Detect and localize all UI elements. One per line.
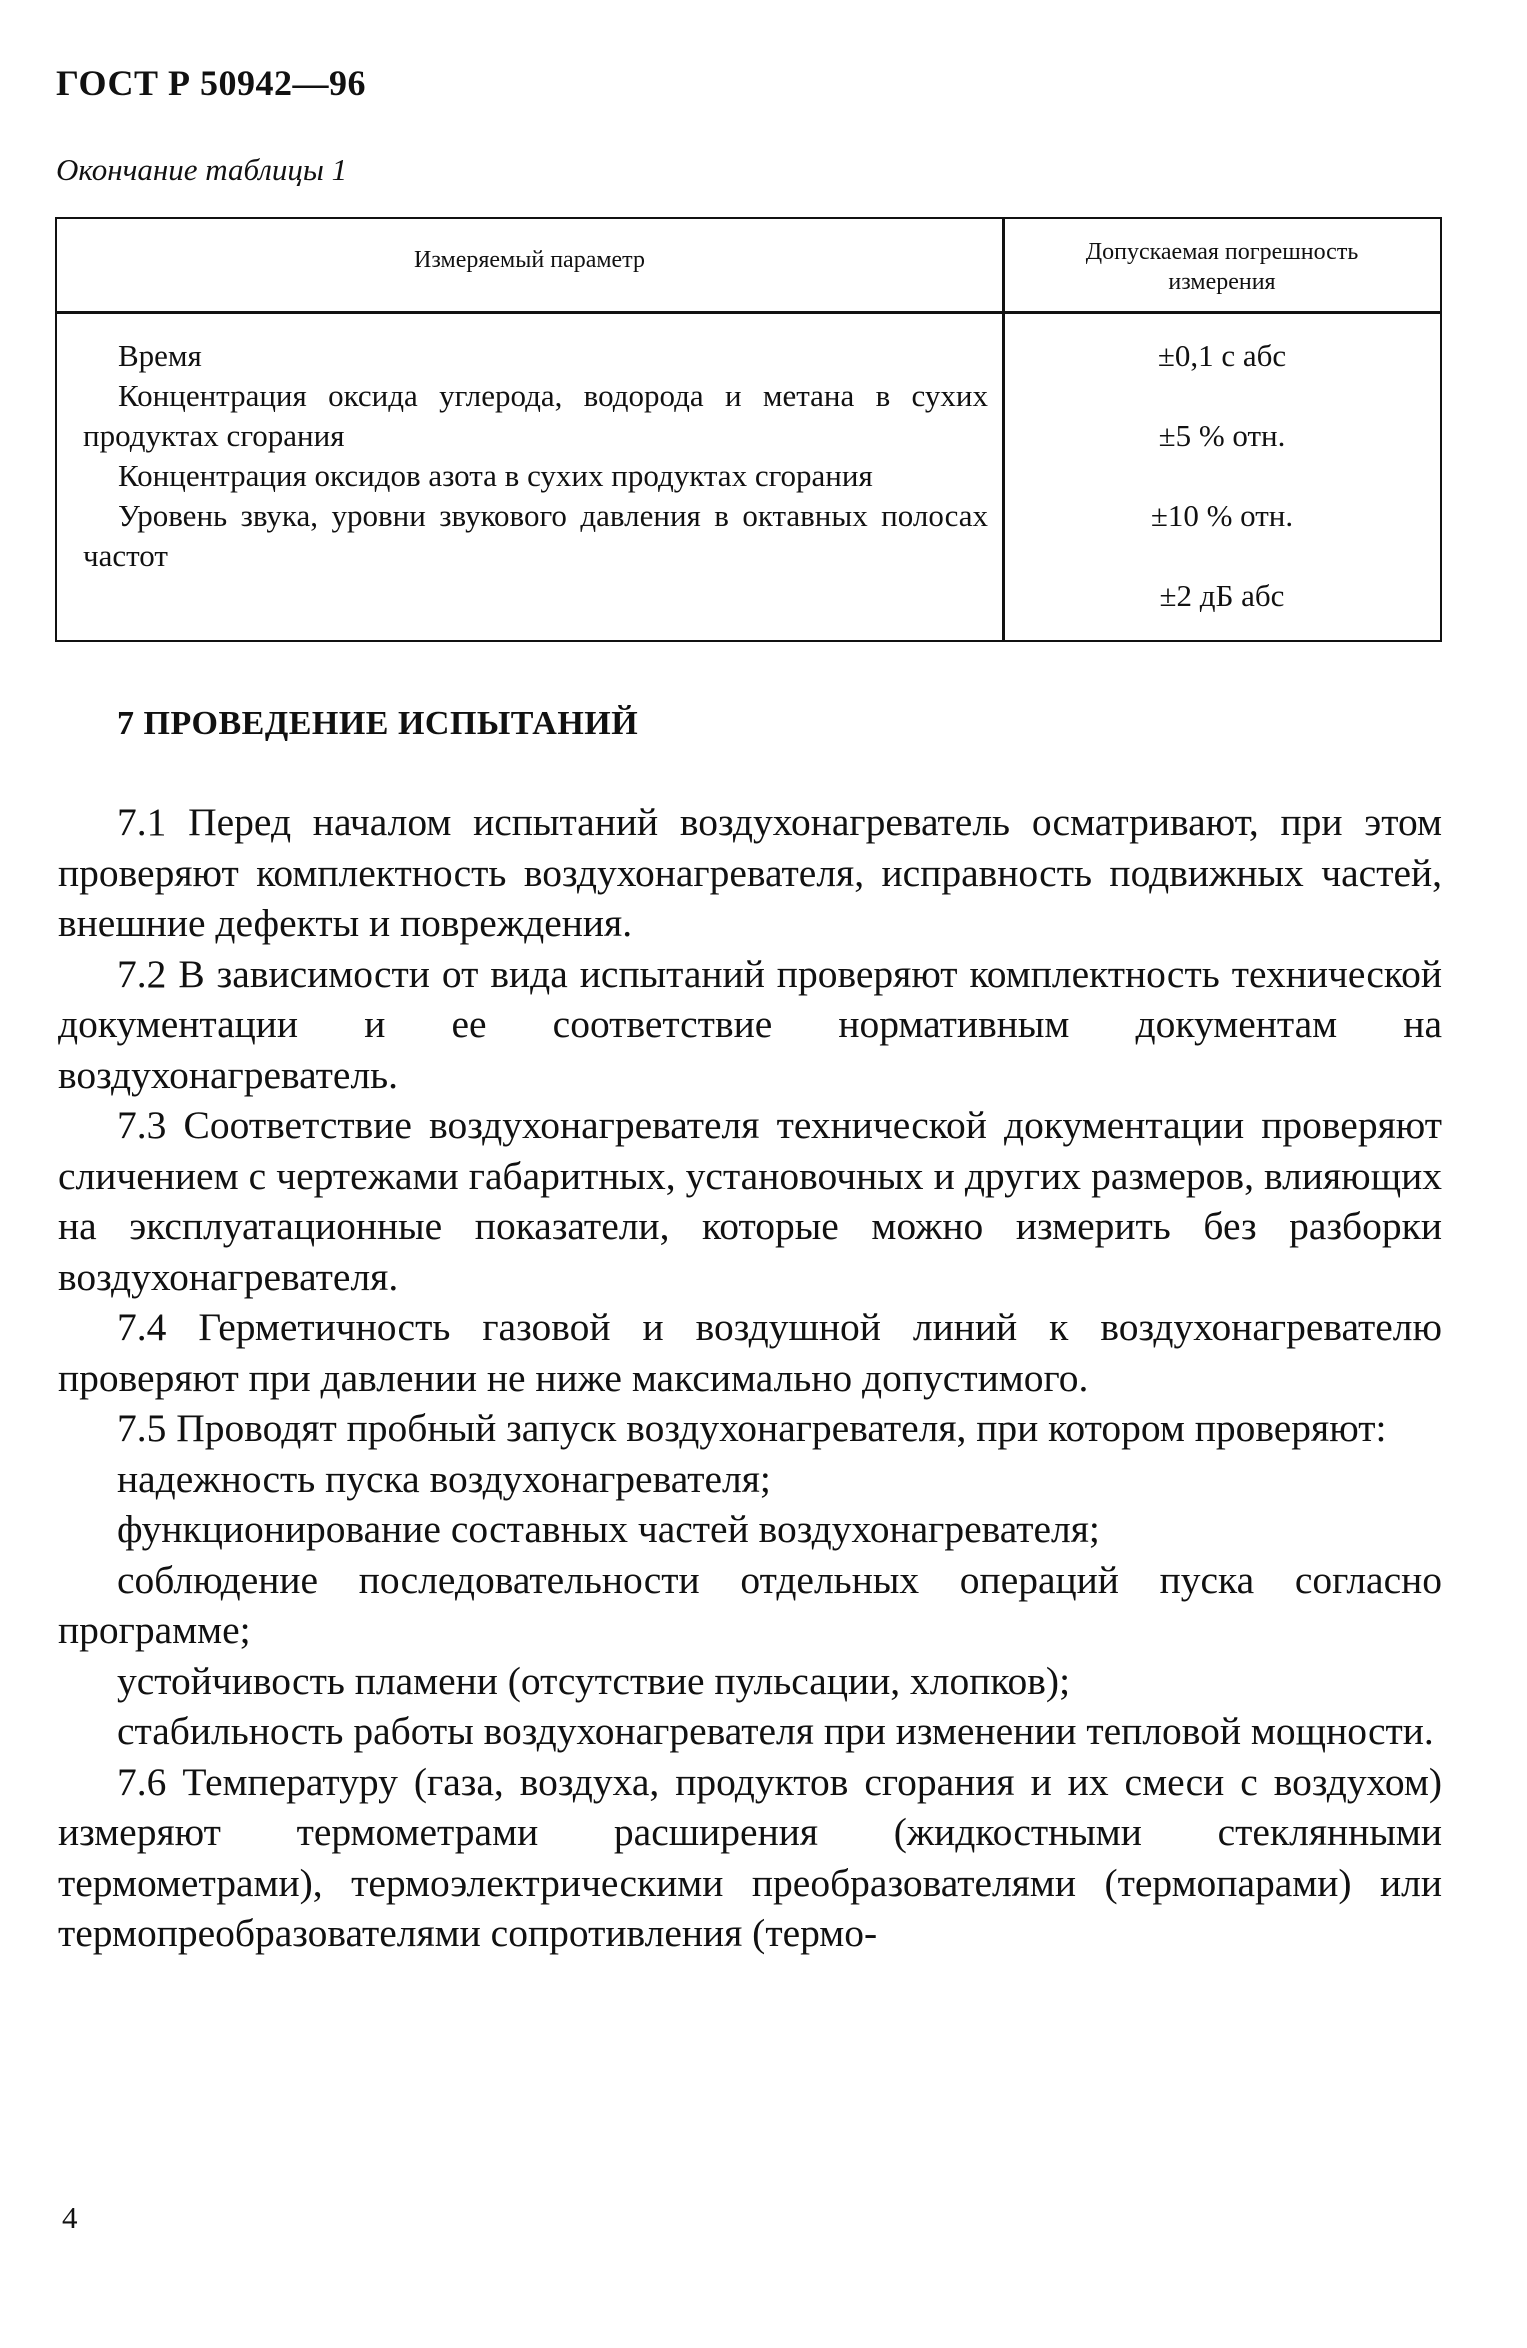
table-row-tolerance: ±5 % отн.: [1158, 418, 1286, 453]
list-item: соблюдение последовательности отдельных операций пуска согласно программе;: [58, 1557, 1442, 1652]
paragraph-7-2: 7.2 В зависимости от вида испытаний проверяют комплектность технической документации и ее соответствие нормативным документам на воздухонагреватель.: [58, 951, 1442, 1097]
table-row-tolerance: ±0,1 с абс: [1157, 338, 1287, 373]
section-body: [58, 797, 1442, 1959]
list-item: стабильность работы воздухонагревателя при изменении тепловой мощности.: [117, 1709, 1434, 1753]
list-item: устойчивость пламени (отсутствие пульсации, хлопков);: [117, 1658, 1071, 1703]
table-row-tolerance: ±10 % отн.: [1150, 498, 1294, 533]
section-heading: 7 ПРОВЕДЕНИЕ ИСПЫТАНИЙ: [117, 705, 639, 742]
table-header-divider: [57, 311, 1440, 314]
table-row-parameter: Концентрация оксида углерода, водорода и метана в сухих продуктах сгорания: [83, 378, 988, 453]
column-header-tolerance-text: Допускаемая погрешность измерения: [1085, 239, 1359, 295]
list-item: функционирование составных частей воздухонагревателя;: [117, 1507, 1100, 1551]
table-row-parameter: Уровень звука, уровни звукового давления в октавных полосах частот: [83, 498, 988, 573]
paragraph-7-5: 7.5 Проводят пробный запуск воздухонагревателя, при котором проверяют:: [117, 1406, 1387, 1450]
table-row-tolerance: ±2 дБ абс: [1159, 578, 1285, 613]
table-caption: Окончание таблицы 1: [56, 152, 348, 187]
paragraph-7-4: 7.4 Герметичность газовой и воздушной линий к воздухонагревателю проверяют при давлении не ниже максимально допустимого.: [58, 1305, 1442, 1400]
table-row-parameter: Концентрация оксидов азота в сухих продуктах сгорания: [118, 458, 873, 493]
paragraph-7-1: 7.1 Перед началом испытаний воздухонагреватель осматривают, при этом проверяют комплектность воздухонагревателя, исправность подвижных частей, внешние дефекты и повреждения.: [58, 800, 1442, 945]
parameter-column: [83, 336, 988, 576]
document-code: ГОСТ Р 50942—96: [56, 63, 366, 103]
tolerance-column: [1005, 336, 1439, 616]
table-row-parameter: Время: [118, 338, 202, 373]
list-item: надежность пуска воздухонагревателя;: [117, 1456, 771, 1501]
paragraph-7-3: 7.3 Соответствие воздухонагревателя технической документации проверяют сличением с чертежами габаритных, установочных и других размеров, влияющих на эксплуатационные показатели, которые можно измерить без разборки воздухонагревателя.: [58, 1103, 1442, 1299]
column-header-tolerance: [1005, 237, 1439, 297]
measurement-table: [55, 217, 1442, 642]
column-header-parameter: Измеряемый параметр: [414, 247, 645, 273]
paragraph-7-6: 7.6 Температуру (газа, воздуха, продуктов сгорания и их смеси с воздухом) измеряют термометрами расширения (жидкостными стеклянными термометрами), термоэлектрическими преобразователями (термопарами) или термопреобразователями сопротивления (термо-: [58, 1759, 1442, 1955]
page-number: 4: [62, 2200, 78, 2235]
